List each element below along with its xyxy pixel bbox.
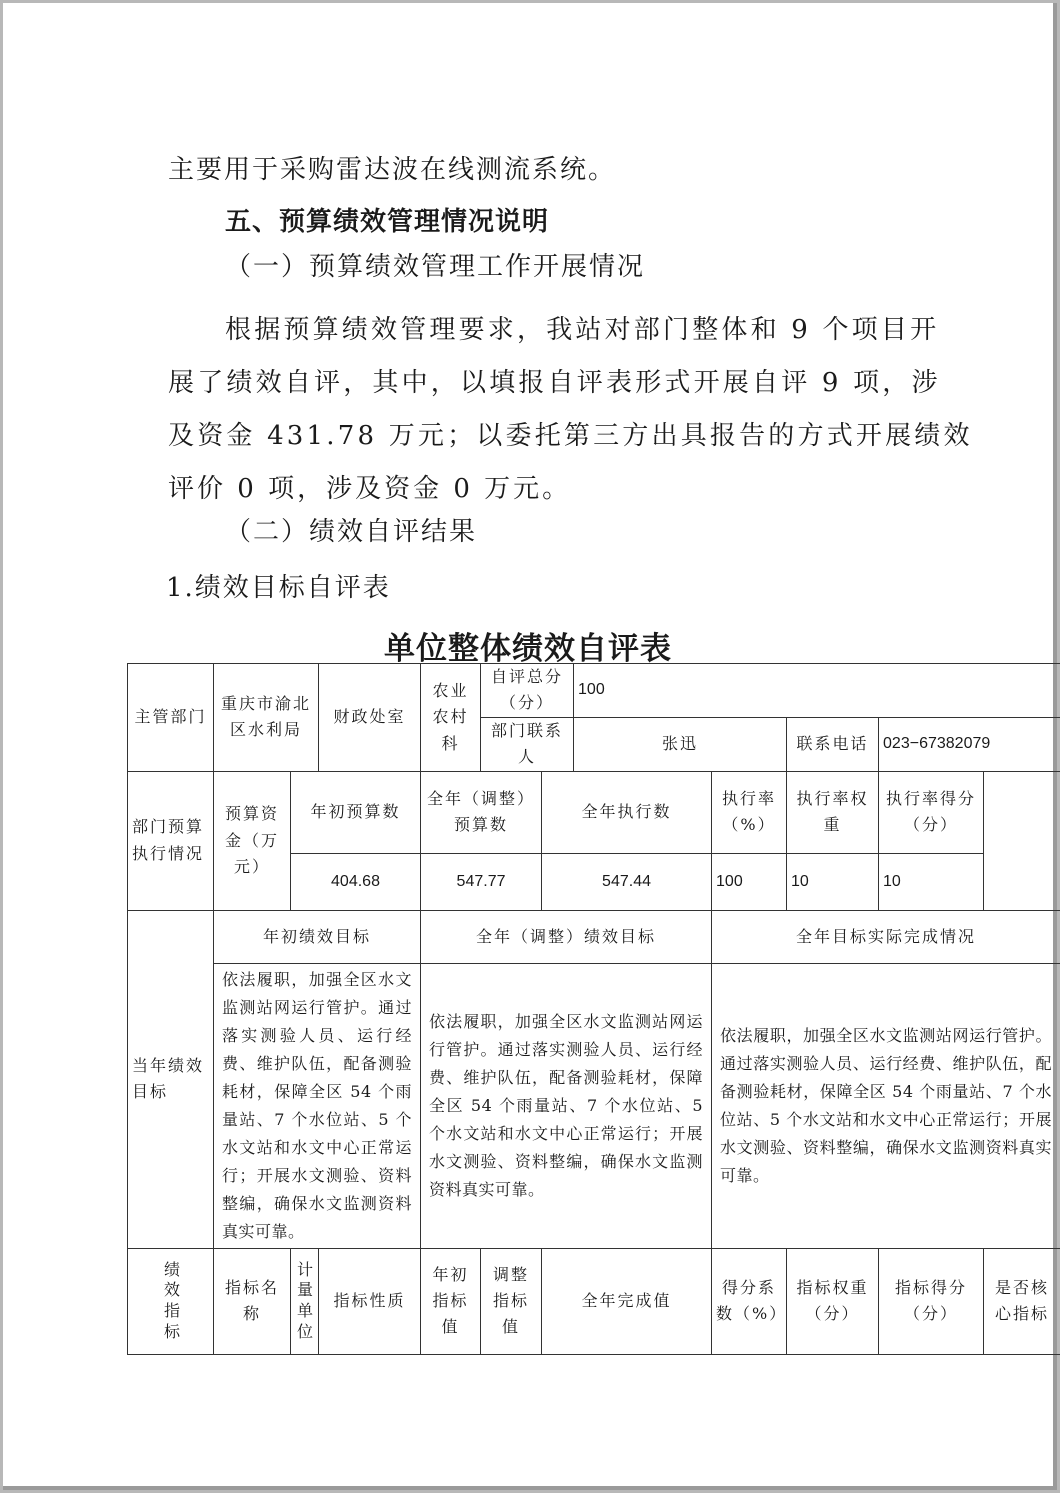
initial-budget-value: 404.68 [291,853,421,910]
budget-exec-label: 部门预算执行情况 [128,771,214,910]
phone-label: 联系电话 [787,717,879,771]
paragraph-line: 根据预算绩效管理要求，我站对部门整体和 9 个项目开 [225,315,940,345]
ind-col-score: 指标得分（分） [879,1248,984,1354]
contact-label: 部门联系人 [481,717,574,771]
paragraph-line: 评价 0 项，涉及资金 0 万元。 [168,474,572,504]
ind-col-initial: 年初指标值 [421,1248,481,1354]
exec-amount-label: 全年执行数 [542,771,712,853]
goal-adjusted-text: 依法履职，加强全区水文监测站网运行管护。通过落实测验人员、运行经费、维护队伍，配备测验耗材，保障全区 54 个雨量站、7 个水位站、5 个水文站和水文中心正常运行；开展水文测验、资料整编，确保水文监测资料真实可靠。 [421,963,712,1248]
ind-col-nature: 指标性质 [319,1248,421,1354]
agri-value: 农业农村科 [421,664,481,772]
ind-col-core: 是否核心指标 [984,1248,1060,1354]
goal-header-actual: 全年目标实际完成情况 [712,910,1060,963]
exec-weight-label: 执行率权重 [787,771,879,853]
subsection-heading: （二）绩效自评结果 [225,517,478,547]
paragraph-line: 主要用于采购雷达波在线测流系统。 [168,155,617,185]
ind-col-coef: 得分系数（%） [712,1248,787,1354]
paragraph-line: 及资金 431.78 万元；以委托第三方出具报告的方式开展绩效 [168,421,973,451]
paragraph-line: 展了绩效自评，其中，以填报自评表形式开展自评 9 项，涉 [168,368,941,398]
goal-actual-text: 依法履职，加强全区水文监测站网运行管护。通过落实测验人员、运行经费、维护队伍，配备测验耗材，保障全区 54 个雨量站、7 个水位站、5 个水文站和水文中心正常运行；开展水文测验、资料整编，确保水文监测资料真实可靠。 [712,963,1060,1248]
subsection-heading: （一）预算绩效管理工作开展情况 [225,252,646,282]
score-total-value: 100 [574,664,1060,718]
office-value: 财政处室 [319,664,421,772]
self-evaluation-table [127,663,1060,1355]
list-item-heading: 1.绩效目标自评表 [166,573,391,603]
exec-amount-value: 547.44 [542,853,712,910]
dept-label: 主管部门 [128,664,214,772]
adjusted-budget-label: 全年（调整）预算数 [421,771,542,853]
goal-header-initial: 年初绩效目标 [214,910,421,963]
exec-score-label: 执行率得分（分） [879,771,984,853]
initial-budget-label: 年初预算数 [291,771,421,853]
ind-col-unit: 计量单位 [291,1248,319,1354]
goal-label: 当年绩效目标 [128,910,214,1248]
exec-rate-value: 100 [712,853,787,910]
ind-col-name: 指标名称 [214,1248,291,1354]
exec-weight-value: 10 [787,853,879,910]
ind-col-weight: 指标权重（分） [787,1248,879,1354]
indicator-label: 绩效指标 [128,1248,214,1354]
document-page [3,3,1057,1490]
exec-rate-label: 执行率（%） [712,771,787,853]
contact-value: 张迅 [574,717,787,771]
dept-value: 重庆市渝北区水利局 [214,664,319,772]
goal-initial-text: 依法履职，加强全区水文监测站网运行管护。通过落实测验人员、运行经费、维护队伍，配备测验耗材，保障全区 54 个雨量站、7 个水位站、5 个水文站和水文中心正常运行；开展水文测验、资料整编，确保水文监测资料真实可靠。 [214,963,421,1248]
adjusted-budget-value: 547.77 [421,853,542,910]
goal-header-adjusted: 全年（调整）绩效目标 [421,910,712,963]
exec-score-value: 10 [879,853,984,910]
ind-col-completed: 全年完成值 [542,1248,712,1354]
table-title: 单位整体绩效自评表 [384,631,672,667]
score-total-label: 自评总分（分） [481,664,574,718]
ind-col-adjusted: 调整指标值 [481,1248,542,1354]
section-heading: 五、预算绩效管理情况说明 [225,207,550,237]
budget-funds-label: 预算资金（万元） [214,771,291,910]
phone-value: 023−67382079 [879,717,1060,771]
